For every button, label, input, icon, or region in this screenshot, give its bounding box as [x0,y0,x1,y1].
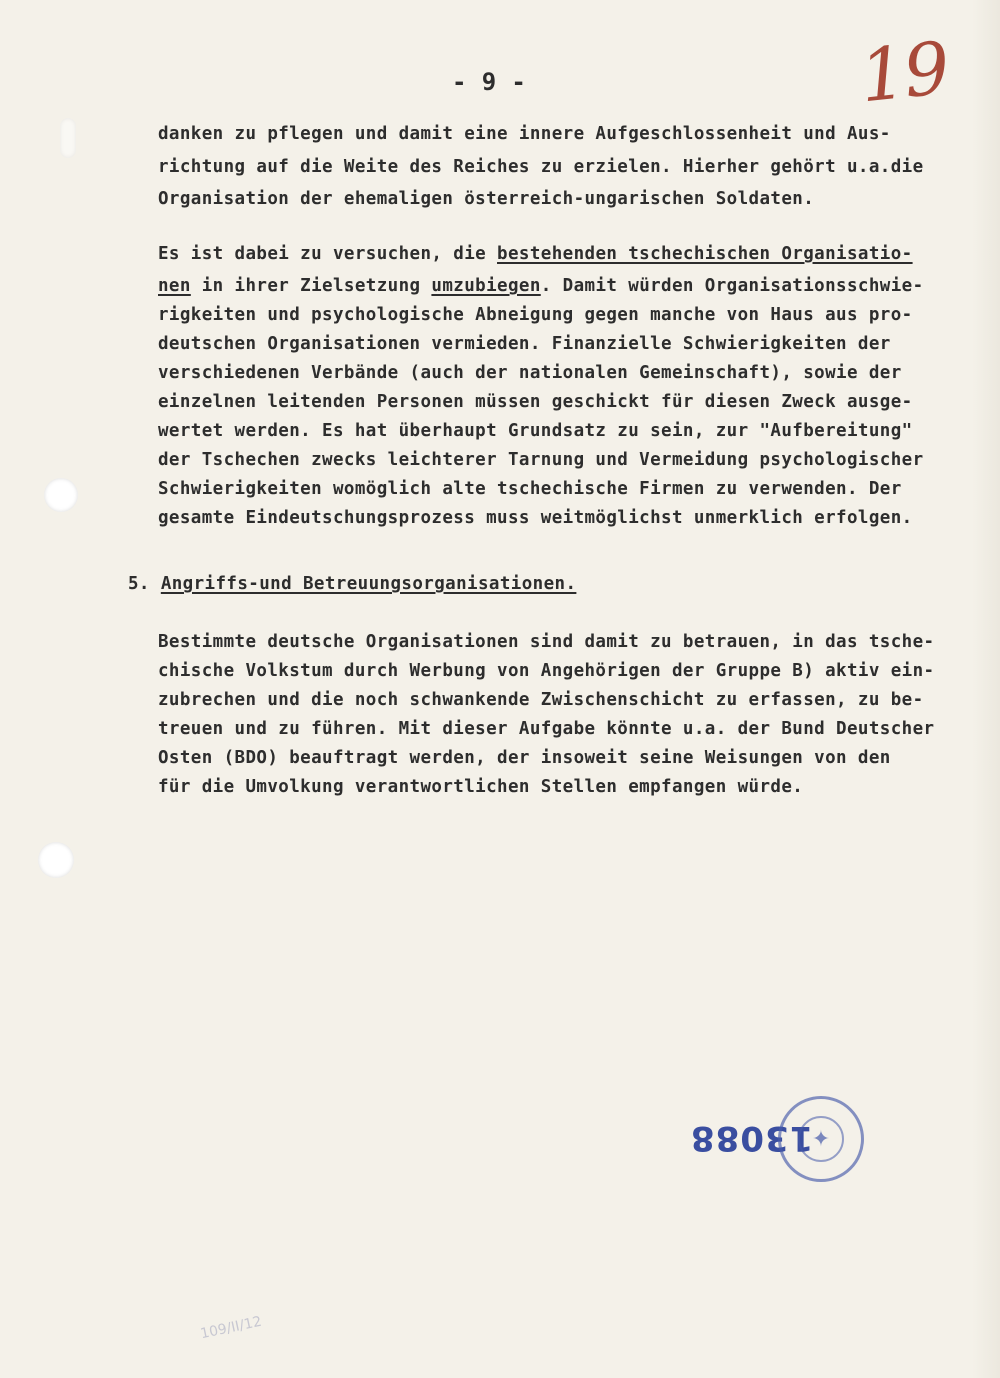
section-title: Angriffs-und Betreuungsorganisationen. [160,574,577,594]
paragraph-1-line-2: richtung auf die Weite des Reiches zu erzielen. Hierher gehört u.a.die [158,157,924,177]
archive-stamp-number: 13088 [690,1118,814,1158]
punch-hole-middle [44,478,78,512]
paragraph-1-line-3: Organisation der ehemaligen österreich-ungarischen Soldaten. [158,189,815,209]
paragraph-2-line-10: gesamte Eindeutschungsprozess muss weitmöglichst unmerklich erfolgen. [158,508,913,528]
page-number: - 9 - [452,68,527,96]
paragraph-3-line-3: zubrechen und die noch schwankende Zwischenschicht zu erfassen, zu be- [158,690,924,710]
paragraph-2-line-8: der Tschechen zwecks leichterer Tarnung und Vermeidung psychologischer [158,450,924,470]
pencil-note: 109/II/12 [199,1313,264,1343]
punch-hole-top [60,118,76,158]
section-number: 5. [128,574,150,594]
underlined-word: umzubiegen [431,276,541,296]
archive-seal-stamp [778,1096,864,1182]
paragraph-2-line-7: wertet werden. Es hat überhaupt Grundsatz zu sein, zur "Aufbereitung" [158,421,913,441]
paragraph-3-line-4: treuen und zu führen. Mit dieser Aufgabe könnte u.a. der Bund Deutscher [158,719,935,739]
paragraph-1-line-1: danken zu pflegen und damit eine innere Aufgeschlossenheit und Aus- [158,124,891,144]
paragraph-2-line-6: einzelnen leitenden Personen müssen geschickt für diesen Zweck ausge- [158,392,913,412]
text-run: in ihrer Zielsetzung [190,276,432,296]
section-5-heading [128,571,576,598]
paragraph-2-line-2 [158,273,924,300]
punch-hole-bottom [38,842,74,878]
eagle-icon: ✦ [798,1116,844,1162]
paragraph-3-line-6: für die Umvolkung verantwortlichen Stellen empfangen würde. [158,777,804,797]
paragraph-3-line-5: Osten (BDO) beauftragt werden, der insoweit seine Weisungen von den [158,748,891,768]
paragraph-3-line-1: Bestimmte deutsche Organisationen sind damit zu betrauen, in das tsche- [158,632,935,652]
paragraph-2-line-4: deutschen Organisationen vermieden. Finanzielle Schwierigkeiten der [158,334,891,354]
folio-number: 19 [855,25,952,119]
underlined-word: nen [158,276,191,296]
text-run: Es ist dabei zu versuchen, die [158,244,498,264]
page-edge-shadow [972,0,1000,1378]
paragraph-3-line-2: chische Volkstum durch Werbung von Angehörigen der Gruppe B) aktiv ein- [158,661,935,681]
underlined-phrase: bestehenden tschechischen Organisatio- [497,244,913,264]
paragraph-2-line-9: Schwierigkeiten womöglich alte tschechische Firmen zu verwenden. Der [158,479,902,499]
paragraph-2-line-1 [158,241,913,268]
paragraph-2-line-5: verschiedenen Verbände (auch der nationalen Gemeinschaft), sowie der [158,363,902,383]
paragraph-2-line-3: rigkeiten und psychologische Abneigung gegen manche von Haus aus pro- [158,305,913,325]
text-run: . Damit würden Organisationsschwie- [540,276,924,296]
